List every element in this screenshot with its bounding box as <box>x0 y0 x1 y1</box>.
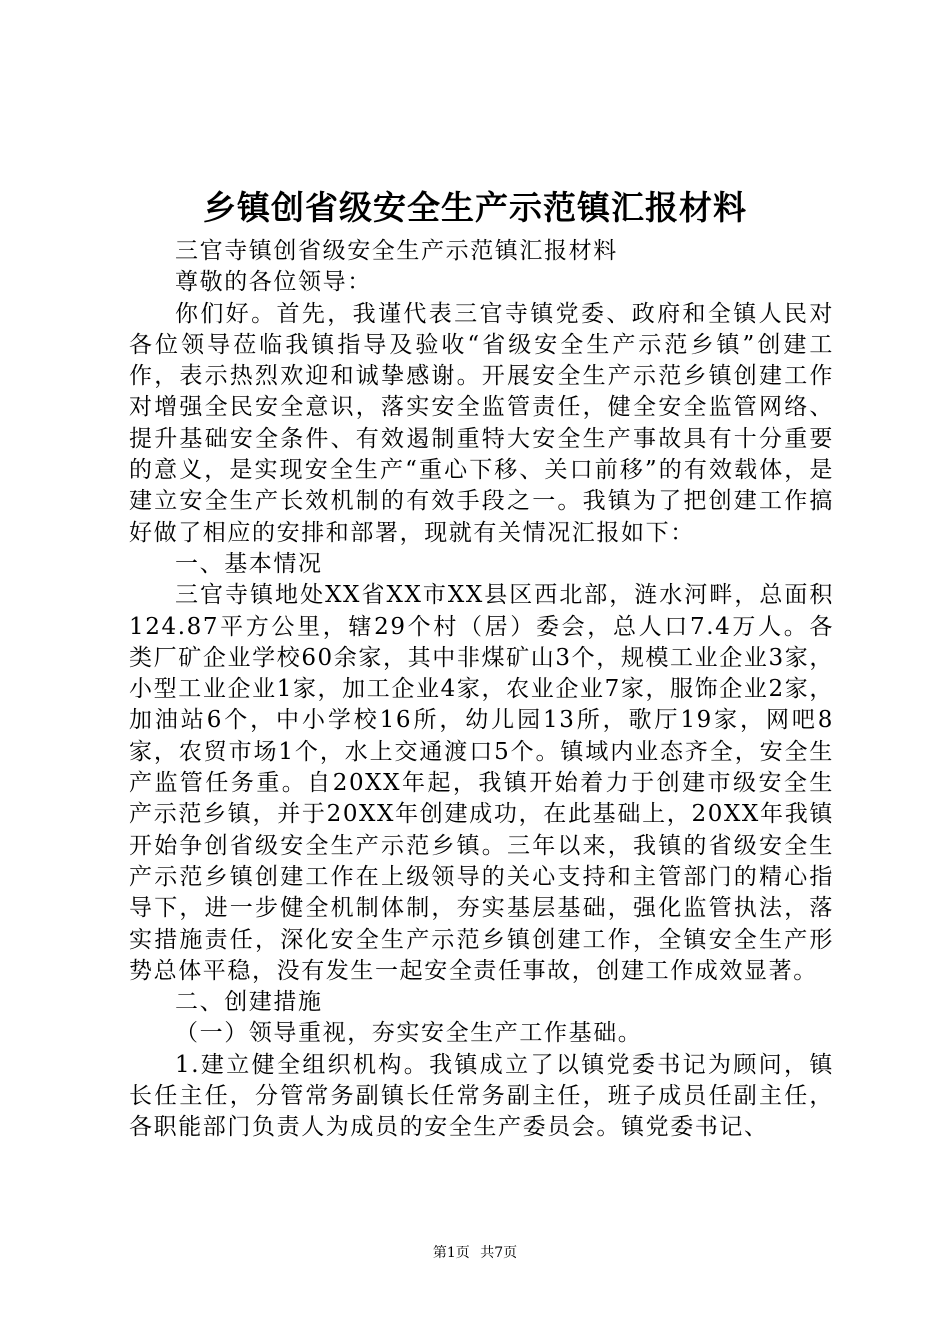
subtitle-paragraph: 三官寺镇创省级安全生产示范镇汇报材料 <box>175 238 618 264</box>
salutation-paragraph: 尊敬的各位领导： <box>175 269 372 296</box>
basic-info-paragraph: 三官寺镇地处XX省XX市XX县区西北部，涟水河畔，总面积124.87平方公里，辖29个村（居）委会，总人口7.4万人。各类厂矿企业学校60余家，其中非煤矿山3个，规模工业企业3家，小型工业企业1家，加工企业4家，农业企业7家，服饰企业2家，加油站6个，中小学校16所，幼儿园13所，歌厅19家，网吧8家，农贸市场1个，水上交通渡口5个。镇域内业态齐全，安全生产监管任务重。自20XX年起，我镇开始着力于创建市级安全生产示范乡镇，并于20XX年创建成功，在此基础上，20XX年我镇开始争创省级安全生产示范乡镇。三年以来，我镇的省级安全生产示范乡镇创建工作在上级领导的关心支持和主管部门的精心指导下，进一步健全机制体制，夯实基层基础，强化监管执法，落实措施责任，深化安全生产示范乡镇创建工作，全镇安全生产形势总体平稳，没有发生一起安全责任事故，创建工作成效显著。 <box>129 582 834 984</box>
subsection-heading-leadership: （一）领导重视，夯实安全生产工作基础。 <box>175 1020 643 1047</box>
section-heading-basic: 一、基本情况 <box>175 550 323 577</box>
section-heading-measures: 二、创建措施 <box>175 989 323 1016</box>
page-footer <box>0 1243 950 1263</box>
organization-paragraph: 1.建立健全组织机构。我镇成立了以镇党委书记为顾问，镇长任主任，分管常务副镇长任常务副主任，班子成员任副主任，各职能部门负责人为成员的安全生产委员会。镇党委书记、 <box>129 1051 834 1141</box>
document-title: 乡镇创省级安全生产示范镇汇报材料 <box>203 188 747 227</box>
page-total: 共7页 <box>480 1245 518 1261</box>
document-body <box>129 236 834 1144</box>
intro-paragraph: 你们好。首先，我谨代表三官寺镇党委、政府和全镇人民对各位领导莅临我镇指导及验收“省级安全生产示范乡镇”创建工作，表示热烈欢迎和诚挚感谢。开展安全生产示范乡镇创建工作对增强全民安全意识，落实安全监管责任，健全安全监管网络、提升基础安全条件、有效遏制重特大安全生产事故具有十分重要的意义，是实现安全生产“重心下移、关口前移”的有效载体，是建立安全生产长效机制的有效手段之一。我镇为了把创建工作搞好做了相应的安排和部署，现就有关情况汇报如下： <box>129 300 834 546</box>
page-number: 第1页 <box>432 1245 470 1261</box>
